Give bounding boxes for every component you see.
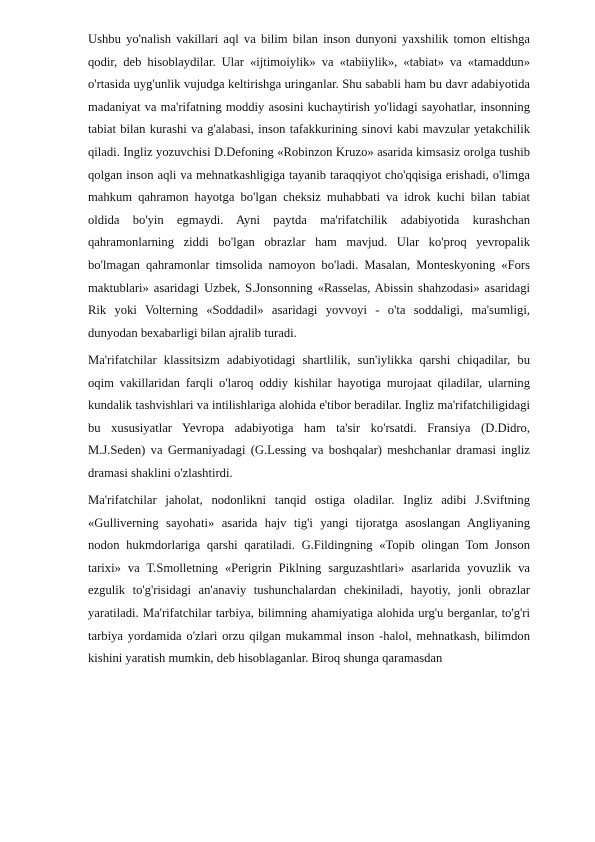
- paragraph-1: Ushbu yo'nalish vakillari aql va bilim bilan inson dunyoni yaxshilik tomon eltishga qodir, deb hisoblaydilar. Ular «ijtimoiylik» va «tabiiylik», «tabiat» va «tamaddun» o'rtasida uyg'unlik vujudga keltirishga uringanlar. Shu sababli ham bu davr adabiyotida madaniyat va ma'rifatning moddiy asosini kuchaytirish yo'lidagi sayohatlar, insonning tabiat bilan kurashi va g'alabasi, inson tafakkurining sinovi kabi mavzular yetakchilik qiladi. Ingliz yozuvchisi D.Defoning «Robinzon Kruzo» asarida kimsasiz orolga tushib qolgan inson aqli va mehnatkashligiga tayanib taraqqiyot cho'qqisiga erishadi, o'limga mahkum qahramon hayotga bo'lgan cheksiz muhabbati va idrok kuchi bilan tabiat oldida bo'yin egmaydi. Ayni paytda ma'rifatchilik adabiyotida kurashchan qahramonlarning ziddi bo'lgan obrazlar ham mavjud. Ular ko'proq yevropalik bo'lmagan qahramonlar timsolida namoyon bo'ladi. Masalan, Monteskyoning «Fors maktublari» asaridagi Uzbek, S.Jonsonning «Rasselas, Abissin shahzodasi» asaridagi Rik yoki Volterning «Soddadil» asaridagi yovvoyi - o'ta soddaligi, ma'sumligi, dunyodan bexabarligi bilan ajralib turadi.: [88, 32, 530, 340]
- paragraph-3: Ma'rifatchilar jaholat, nodonlikni tanqid ostiga oladilar. Ingliz adibi J.Sviftning «Gulliverning sayohati» asarida hajv tig'i yangi tijoratga asoslangan Angliyaning nodon hukmdorlariga qarshi qaratiladi. G.Fildingning «Topib olingan Tom Jonson tarixi» va T.Smolletning «Perigrin Piklning sarguzashtlari» asarlarida yovuzlik va ezgulik to'g'risidagi an'anaviy tushunchalardan chekiniladi, hayotiy, jonli obrazlar yaratiladi. Ma'rifatchilar tarbiya, bilimning ahamiyatiga alohida urg'u berganlar, to'g'ri tarbiya yordamida o'zlari orzu qilgan mukammal inson -halol, mehnatkash, bilimdon kishini yaratish mumkin, deb hisoblaganlar. Biroq shunga qaramasdan: [88, 493, 530, 666]
- paragraph-2: Ma'rifatchilar klassitsizm adabiyotidagi shartlilik, sun'iylikka qarshi chiqadilar, bu oqim vakillaridan farqli o'laroq oddiy kishilar hayotiga murojaat qiladilar, ularning kundalik tashvishlari va intilishlariga alohida e'tibor beradilar. Ingliz ma'rifatchiligidagi bu xususiyatlar Yevropa adabiyotiga ham ta'sir ko'rsatdi. Fransiya (D.Didro, M.J.Seden) va Germaniyadagi (G.Lessing va boshqalar) meshchanlar dramasi ingliz dramasi shaklini o'zlashtirdi.: [88, 352, 530, 480]
- document-page: [88, 28, 530, 674]
